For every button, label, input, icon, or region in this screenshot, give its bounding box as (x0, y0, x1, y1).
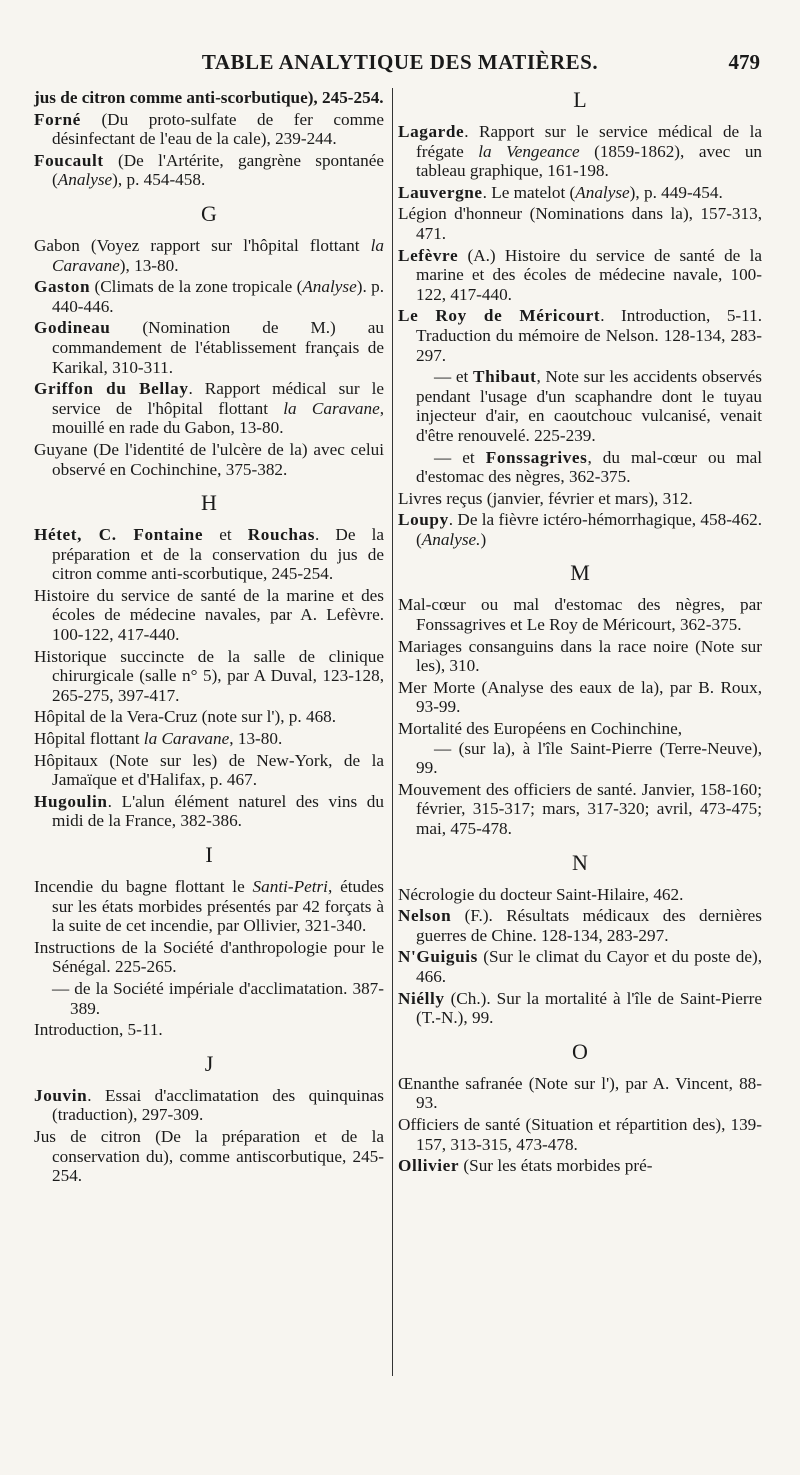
index-entry: Œnanthe safranée (Note sur l'), par A. Vincent, 88-93. (398, 1073, 762, 1113)
section-letter: L (573, 87, 587, 112)
author-name: Ollivier (398, 1156, 460, 1176)
index-entry: N'Guiguis (Sur le climat du Cayor et du poste de), 466. (398, 947, 762, 986)
index-entry: Lefèvre (A.) Histoire du service de santé de la marine et des écoles de médecine navale, 100-122, 417-440. (398, 245, 762, 304)
index-entry: Historique succincte de la salle de clinique chirurgicale (salle n° 5), par A Duval, 123-128, 265-275, 397-417. (34, 646, 384, 705)
index-entry: Instructions de la Société d'anthropologie pour le Sénégal. 225-265. (34, 937, 384, 977)
index-entry: Mouvement des officiers de santé. Janvier, 158-160; février, 315-317; mars, 317-320; avril, 473-475; mai, 475-478. (398, 779, 762, 838)
index-entry: Introduction, 5-11. (34, 1020, 163, 1040)
author-name: Lagarde (398, 122, 465, 141)
index-entry: Jus de citron (De la préparation et de la conservation du), comme antiscorbutique, 245-254. (34, 1126, 384, 1186)
right-column (398, 88, 762, 1178)
index-entry: — (sur la), à l'île Saint-Pierre (Terre-Neuve), 99. (416, 738, 762, 778)
index-entry: Niélly (Ch.). Sur la mortalité à l'île de Saint-Pierre (T.-N.), 99. (398, 988, 762, 1028)
author-name: Loupy (398, 510, 449, 530)
index-entry: Hétet, C. Fontaine et Rouchas. De la préparation et de la conservation du jus de citron comme anti-scorbutique, 245-254. (34, 525, 384, 584)
index-entry: Hôpitaux (Note sur les) de New-York, de la Jamaïque et d'Halifax, p. 467. (34, 750, 384, 790)
index-entry: Jouvin. Essai d'acclimatation des quinquinas (traduction), 297-309. (34, 1085, 384, 1125)
author-name: Foucault (34, 150, 104, 170)
author-name: C. Fontaine (98, 525, 204, 545)
index-entry: Gaston (Climats de la zone tropicale (Analyse). p. 440-446. (34, 277, 384, 316)
author-name: Hugoulin (34, 791, 108, 811)
left-column (34, 88, 384, 1188)
index-entry: — et Thibaut, Note sur les accidents observés pendant l'usage d'un scaphandre dont le tuyau injecteur d'air, en caoutchouc vulcanisé, venait d'être renouvelé. 225-239. (416, 367, 762, 445)
index-entry: Nelson (F.). Résultats médicaux des dernières guerres de Chine. 128-134, 283-297. (398, 906, 762, 945)
index-entry: Histoire du service de santé de la marine et des écoles de médecine navales, par A. Lefèvre. 100-122, 417-440. (34, 585, 384, 645)
index-entry: Loupy. De la fièvre ictéro-hémorrhagique, 458-462. (Analyse.) (398, 510, 762, 549)
author-name: Godineau (34, 318, 111, 338)
author-name: N'Guiguis (398, 947, 478, 967)
section-letter: I (205, 842, 213, 867)
column-divider (392, 88, 393, 1376)
author-name: Gaston (34, 277, 91, 297)
index-entry: Mariages consanguins dans la race noire (Note sur les), 310. (398, 636, 762, 676)
index-entry: — et Fonssagrives, du mal-cœur ou mal d'estomac des nègres, 362-375. (416, 447, 762, 487)
running-title: TABLE ANALYTIQUE DES MATIÈRES. (201, 50, 599, 74)
index-entry: Hugoulin. L'alun élément naturel des vins du midi de la France, 382-386. (34, 791, 384, 831)
index-entry: Ollivier (Sur les états morbides pré- (398, 1156, 653, 1176)
index-entry: Légion d'honneur (Nominations dans la), 157-313, 471. (398, 204, 762, 243)
author-name: Thibaut (473, 367, 537, 387)
section-letter: J (204, 1050, 214, 1076)
index-entry: Mer Morte (Analyse des eaux de la), par B. Roux, 93-99. (398, 677, 762, 717)
author-name: Nelson (398, 906, 452, 926)
section-letter: N (572, 849, 588, 875)
index-entry: Hôpital flottant la Caravane, 13-80. (34, 729, 283, 749)
author-name: Griffon du Bellay (34, 379, 189, 399)
index-entry: Forné (Du proto-sulfate de fer comme désinfectant de l'eau de la cale), 239-244. (34, 109, 384, 149)
index-entry: Hôpital de la Vera-Cruz (note sur l'), p. 468. (34, 707, 337, 727)
author-name: Lefèvre (398, 245, 459, 265)
index-entry: Nécrologie du docteur Saint-Hilaire, 462. (398, 884, 684, 904)
author-name: Le Roy de Méricourt (398, 306, 601, 326)
index-entry: Guyane (De l'identité de l'ulcère de la) avec celui observé en Cochinchine, 375-382. (34, 439, 384, 479)
author-name: Lauvergne (398, 182, 483, 202)
index-entry: jus de citron comme anti-scorbutique), 245-254. (34, 88, 384, 107)
section-letter: G (201, 200, 217, 226)
index-entry: Incendie du bagne flottant le Santi-Petri, études sur les états morbides présentés par 42 forçats à la suite de cet incendie, par Ollivier, 321-340. (34, 877, 384, 936)
index-entry: Mortalité des Européens en Cochinchine, (398, 719, 682, 739)
author-name: Hétet (34, 525, 78, 545)
section-letter: H (201, 490, 217, 516)
index-entry: Foucault (De l'Artérite, gangrène spontanée (Analyse), p. 454-458. (34, 150, 384, 190)
index-entry: Gabon (Voyez rapport sur l'hôpital flottant la Caravane), 13-80. (34, 235, 384, 275)
section-letter: M (570, 560, 590, 586)
section-letter: O (572, 1038, 588, 1064)
author-name: Rouchas (247, 525, 315, 545)
index-entry: Griffon du Bellay. Rapport médical sur le service de l'hôpital flottant la Caravane, mouillé en rade du Gabon, 13-80. (34, 379, 384, 438)
index-entry: — de la Société impériale d'acclimatation. 387-389. (52, 978, 384, 1018)
index-entry: Officiers de santé (Situation et répartition des), 139-157, 313-315, 473-478. (398, 1114, 762, 1154)
index-entry: Godineau (Nomination de M.) au commandement de l'établissement français de Karikal, 310-311. (34, 318, 384, 377)
page-number: 479 (728, 50, 760, 74)
author-name: Niélly (398, 988, 445, 1008)
author-name: Forné (34, 109, 81, 129)
index-entry: Lauvergne. Le matelot (Analyse), p. 449-454. (398, 182, 723, 202)
index-entry: Le Roy de Méricourt. Introduction, 5-11. Traduction du mémoire de Nelson. 128-134, 283-297. (398, 306, 762, 365)
index-entry: Lagarde. Rapport sur le service médical de la frégate la Vengeance (1859-1862), avec un tableau graphique, 161-198. (398, 122, 763, 181)
author-name: Fonssagrives (485, 447, 588, 467)
index-entry: Livres reçus (janvier, février et mars), 312. (398, 488, 693, 508)
author-name: Jouvin (34, 1085, 88, 1105)
index-entry: Mal-cœur ou mal d'estomac des nègres, par Fonssagrives et Le Roy de Méricourt, 362-375. (398, 595, 762, 635)
page-header (0, 50, 800, 82)
